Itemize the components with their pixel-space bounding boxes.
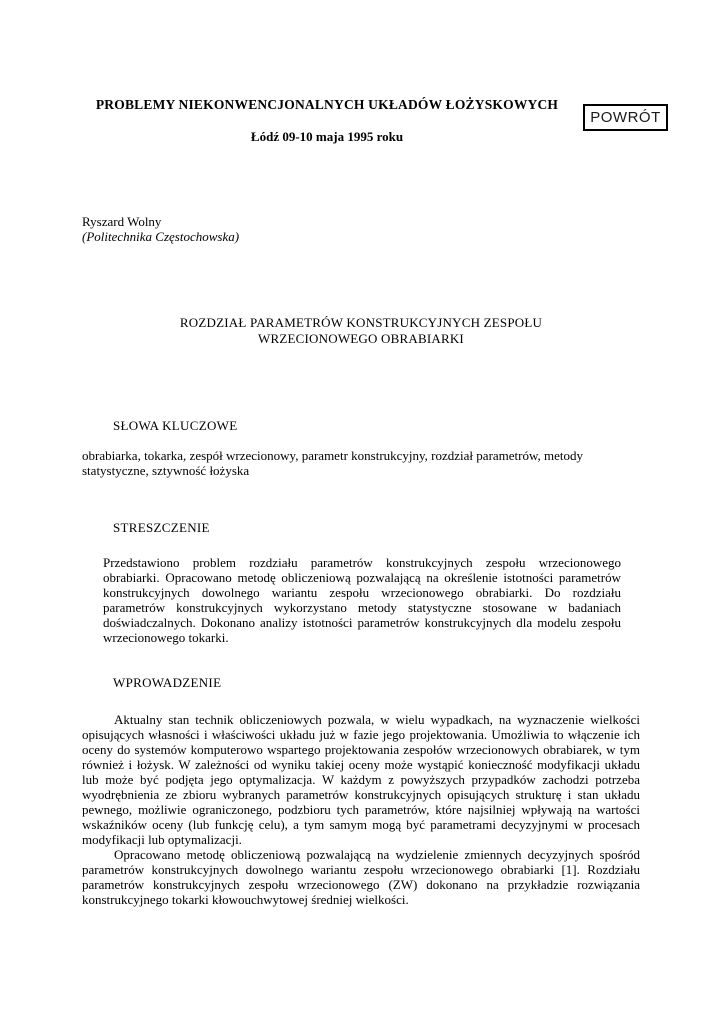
conference-title: PROBLEMY NIEKONWENCJONALNYCH UKŁADÓW ŁOŻYSKOWYCH bbox=[95, 97, 559, 112]
back-button[interactable]: POWRÓT bbox=[583, 104, 668, 131]
paper-title-text: ROZDZIAŁ PARAMETRÓW KONSTRUKCYJNYCH ZESPOŁU WRZECIONOWEGO OBRABIARKI bbox=[179, 315, 543, 346]
paper-title bbox=[82, 315, 640, 347]
introduction-body bbox=[82, 712, 640, 907]
conference-date: Łódź 09-10 maja 1995 roku bbox=[250, 129, 404, 144]
author-affiliation: (Politechnika Częstochowska) bbox=[82, 229, 240, 244]
author-block bbox=[82, 214, 640, 244]
conference-header bbox=[82, 97, 572, 144]
abstract-heading: STRESZCZENIE bbox=[113, 520, 210, 535]
page-content bbox=[82, 0, 640, 907]
introduction-heading: WPROWADZENIE bbox=[113, 675, 222, 690]
author-name: Ryszard Wolny bbox=[82, 214, 162, 229]
intro-paragraph: Opracowano metodę obliczeniową pozwalającą na wydzielenie zmiennych decyzyjnych spośród parametrów konstrukcyjnych dowolnego wariantu zespołu wrzecionowego obrabiarki [1]. Rozdziału parametrów konstrukcyjnych zespołu wrzecionowego (ZW) dokonano na przykładzie rozwiązania konstrukcyjnego tokarki kłowouchwytowej średniej wielkości. bbox=[82, 847, 640, 907]
intro-paragraph: Aktualny stan technik obliczeniowych pozwala, w wielu wypadkach, na wyznaczenie wielkości opisujących własności i właściwości układu już w fazie jego projektowania. Umożliwia to włączenie ich oceny do systemów komputerowo wspartego projektowania zespołów wrzecionowych obrabiarek, w tym również i łożysk. W zależności od wyniku takiej oceny może wystąpić konieczność modyfikacji układu lub może być podjęta jego optymalizacja. W każdym z powyższych przypadków zachodzi potrzeba wyodrębnienia ze zbioru wybranych parametrów konstrukcyjnych opisujących strukturę i stan układu pewnego, możliwie ograniczonego, podzbioru tych parametrów, które najsilniej wpływają na wartości wskaźników oceny (lub funkcję celu), a tym samym mogą być parametrami decyzyjnymi w procesach modyfikacji lub optymalizacji. bbox=[82, 712, 640, 847]
keywords-text: obrabiarka, tokarka, zespół wrzecionowy, parametr konstrukcyjny, rozdział parametrów, metody statystyczne, sztywność łożyska bbox=[82, 448, 584, 478]
keywords-heading: SŁOWA KLUCZOWE bbox=[113, 418, 238, 433]
abstract-text: Przedstawiono problem rozdziału parametrów konstrukcyjnych zespołu wrzecionowego obrabiarki. Opracowano metodę obliczeniową pozwalającą na określenie istotności parametrów konstrukcyjnych dowolnego wariantu zespołu wrzecionowego obrabiarki. Do rozdziału parametrów konstrukcyjnych wykorzystano metody statystyczne stosowane w badaniach doświadczalnych. Dokonano analizy istotności parametrów konstrukcyjnych dla modelu zespołu wrzecionowego tokarki. bbox=[103, 555, 621, 645]
